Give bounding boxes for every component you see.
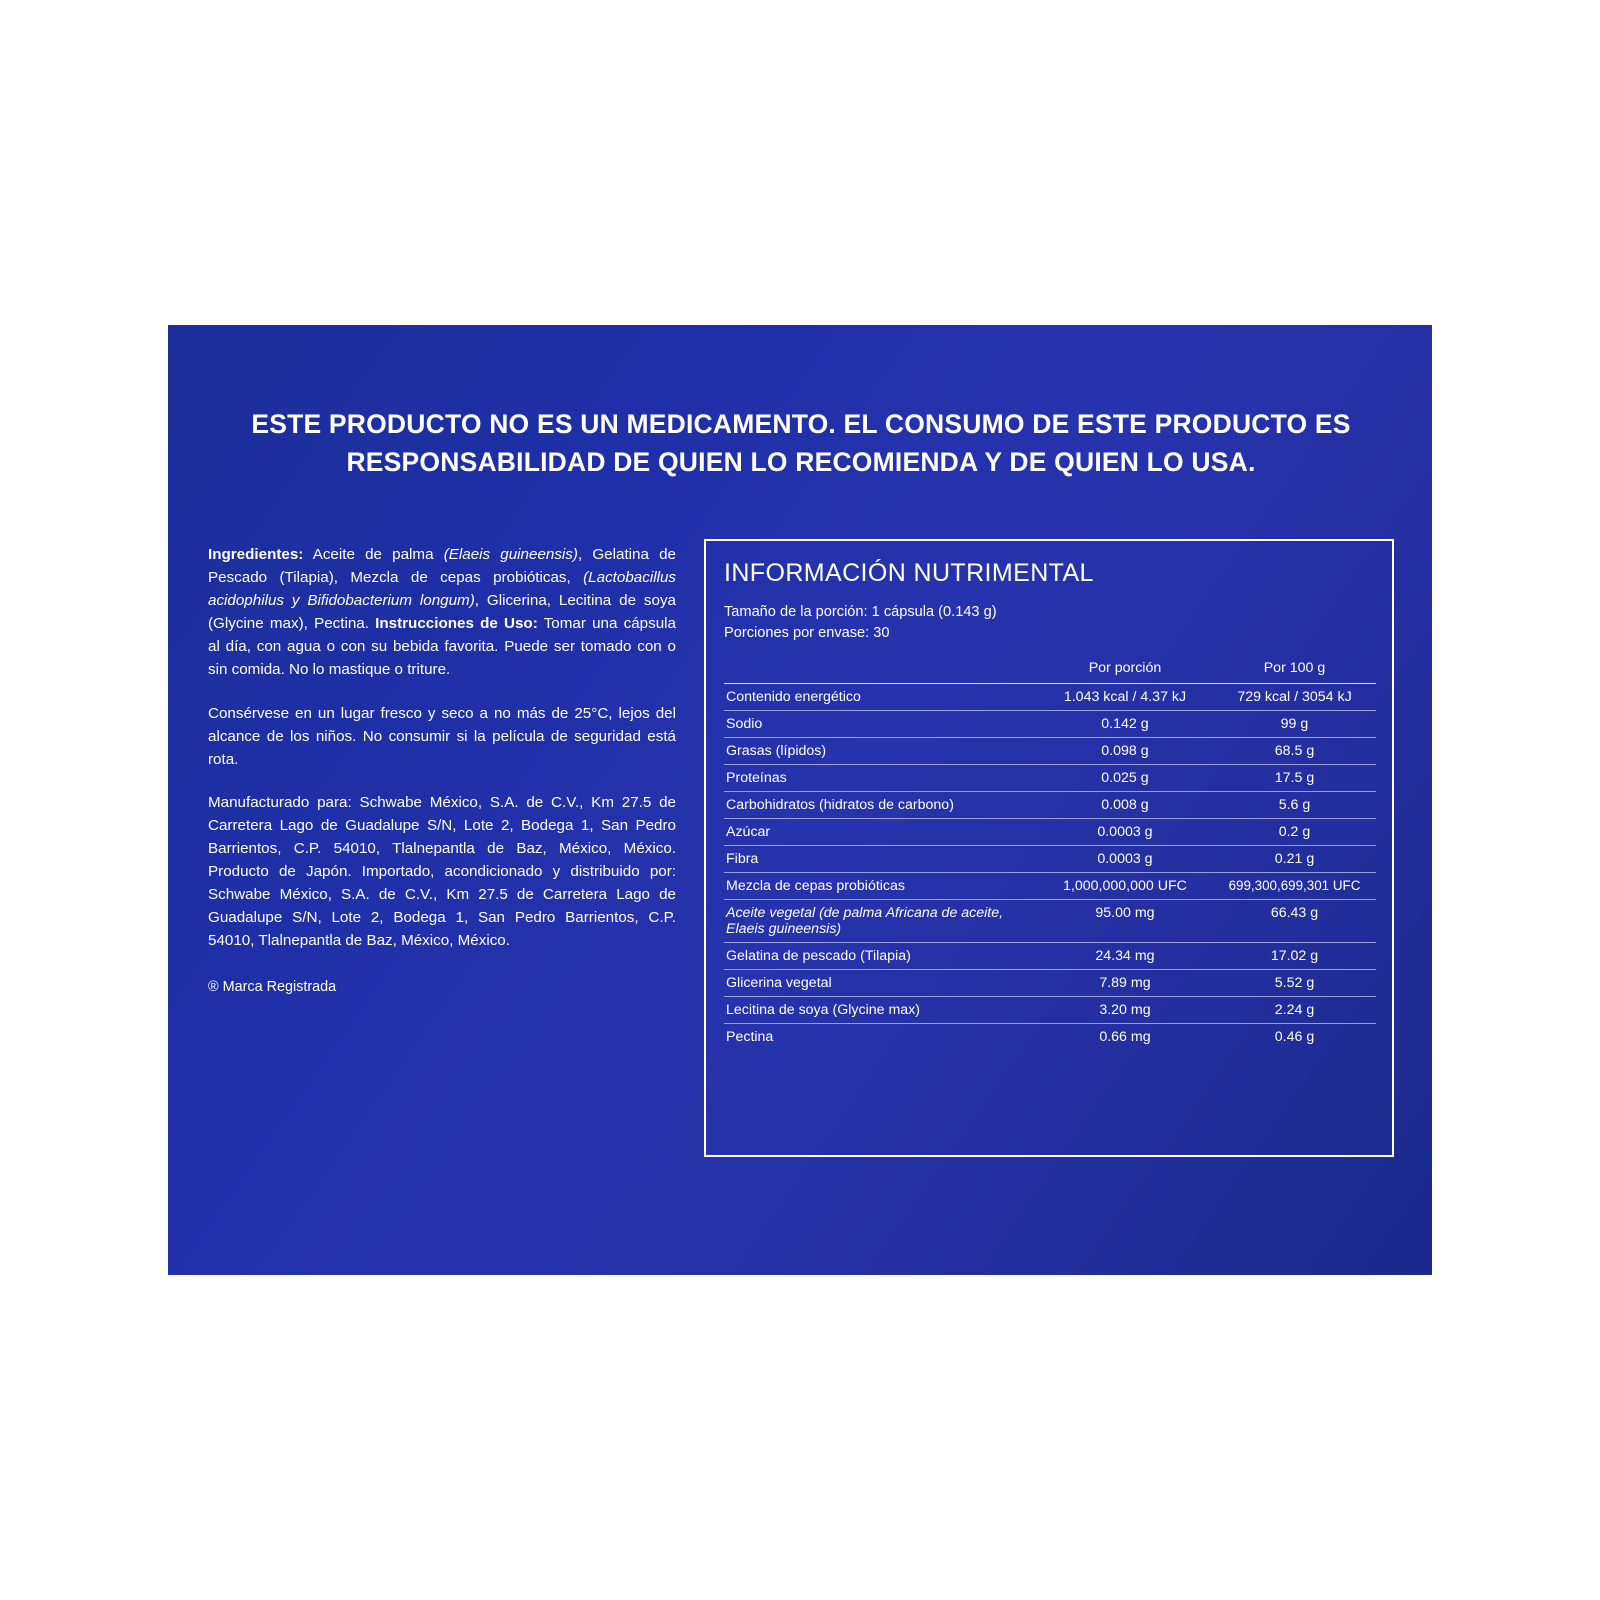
table-header-row (724, 655, 1376, 684)
row-name: Carbohidratos (hidratos de carbono) (726, 797, 954, 814)
row-per100: 0.21 g (1274, 851, 1315, 868)
row-name: Glicerina vegetal (726, 975, 832, 992)
row-name: Sodio (726, 716, 763, 733)
page-title: ESTE PRODUCTO NO ES UN MEDICAMENTO. EL CONSUMO DE ESTE PRODUCTO ES RESPONSABILIDAD DE QUIEN LO RECOMIENDA Y DE QUIEN LO USA. (251, 409, 1351, 478)
row-per100: 68.5 g (1274, 743, 1315, 760)
row-per100: 5.6 g (1278, 797, 1311, 814)
row-serving: 24.34 mg (1095, 948, 1155, 965)
product-label-panel (168, 325, 1432, 1275)
row-per100: 729 kcal / 3054 kJ (1237, 689, 1352, 706)
manufacturer-paragraph: Manufacturado para: Schwabe México, S.A. de C.V., Km 27.5 de Carretera Lago de Guadalupe S/N, Lote 2, Bodega 1, San Pedro Barrientos, C.P. 54010, Tlalnepantla de Baz, México, México. Producto de Japón. Importado, acondicionado y distribuido por: Schwabe México, S.A. de C.V., Km 27.5 de Carretera Lago de Guadalupe S/N, Lote 2, Bodega 1, San Pedro Barrientos, C.P. 54010, Tlalnepantla de Baz, México, México. (208, 793, 676, 950)
row-per100: 17.5 g (1274, 770, 1315, 787)
row-per100: 99 g (1280, 716, 1309, 733)
row-serving: 0.0003 g (1097, 824, 1153, 841)
row-per100: 2.24 g (1274, 1002, 1315, 1019)
ingredients-italic-2: (Lactobacillus acidophilus y Bifidobacterium longum) (208, 569, 676, 610)
storage-paragraph: Consérvese en un lugar fresco y seco a no más de 25°C, lejos del alcance de los niños. No consumir si la película de seguridad está rota. (208, 704, 676, 768)
row-per100: 0.2 g (1278, 824, 1311, 841)
row-name: Fibra (726, 851, 759, 868)
column-header-per-100g: Por 100 g (1213, 655, 1376, 684)
row-serving: 0.008 g (1101, 797, 1149, 814)
nutrition-table-body (724, 684, 1376, 1051)
row-serving: 95.00 mg (1095, 905, 1155, 922)
instructions-label: Instrucciones de Uso: (375, 615, 538, 633)
row-name: Pectina (726, 1029, 774, 1046)
nutrition-title: INFORMACIÓN NUTRIMENTAL (724, 559, 1094, 587)
ingredients-text-1: Aceite de palma (303, 546, 444, 563)
row-per100: 0.46 g (1274, 1029, 1315, 1046)
ingredients-text-3: , Glicerina, Lecitina de soya (Glycine max), Pectina. (208, 592, 676, 633)
row-name: Lecitina de soya (Glycine max) (726, 1002, 920, 1019)
row-name: Proteínas (726, 770, 787, 787)
row-per100: 17.02 g (1270, 948, 1319, 965)
ingredients-text-2: , Gelatina de Pescado (Tilapia), Mezcla de cepas probióticas, (208, 546, 676, 587)
row-name: Mezcla de cepas probióticas (726, 878, 906, 895)
servings-per-container: Porciones por envase: 30 (724, 624, 890, 641)
row-serving: 0.025 g (1101, 770, 1149, 787)
table-row (724, 684, 1376, 711)
table-row (724, 970, 1376, 997)
row-per100: 5.52 g (1274, 975, 1315, 992)
row-name: Gelatina de pescado (Tilapia) (726, 948, 911, 965)
row-serving: 1.043 kcal / 4.37 kJ (1063, 689, 1187, 706)
row-serving: 1,000,000,000 UFC (1063, 878, 1187, 895)
table-row (724, 943, 1376, 970)
trademark-note: ® Marca Registrada (208, 978, 337, 995)
nutrition-table (724, 655, 1376, 1050)
row-serving: 0.142 g (1101, 716, 1149, 733)
row-name: Grasas (lípidos) (726, 743, 827, 760)
row-serving: 0.098 g (1101, 743, 1149, 760)
table-row (724, 819, 1376, 846)
ingredients-italic-1: (Elaeis guineensis) (443, 546, 578, 563)
left-text-column (208, 543, 676, 998)
table-row (724, 792, 1376, 819)
column-header-per-serving: Por porción (1037, 655, 1213, 684)
table-row (724, 900, 1376, 943)
table-row (724, 873, 1376, 900)
row-serving: 0.0003 g (1097, 851, 1153, 868)
table-row (724, 997, 1376, 1024)
row-serving: 0.66 mg (1099, 1029, 1151, 1046)
ingredients-paragraph (208, 543, 676, 682)
nutrition-facts-box (704, 539, 1394, 1157)
row-name: Azúcar (726, 824, 771, 841)
table-row (724, 1024, 1376, 1051)
row-name: Aceite vegetal (de palma Africana de aceite, Elaeis guineensis) (726, 905, 1004, 938)
instructions-text: Tomar una cápsula al día, con agua o con su bebida favorita. Puede ser tomado con o sin comida. No lo mastique o triture. (208, 615, 676, 679)
column-header-nutrient (724, 655, 1037, 684)
serving-size: Tamaño de la porción: 1 cápsula (0.143 g) (724, 604, 997, 620)
nutrition-table-head (724, 655, 1376, 684)
row-per100: 66.43 g (1270, 905, 1319, 922)
table-row (724, 738, 1376, 765)
table-row (724, 846, 1376, 873)
row-serving: 7.89 mg (1099, 975, 1151, 992)
row-serving: 3.20 mg (1099, 1002, 1151, 1019)
table-row (724, 765, 1376, 792)
row-name: Contenido energético (726, 689, 861, 706)
ingredients-label: Ingredientes: (208, 546, 304, 563)
table-row (724, 711, 1376, 738)
row-per100: 699,300,699,301 UFC (1228, 878, 1361, 894)
